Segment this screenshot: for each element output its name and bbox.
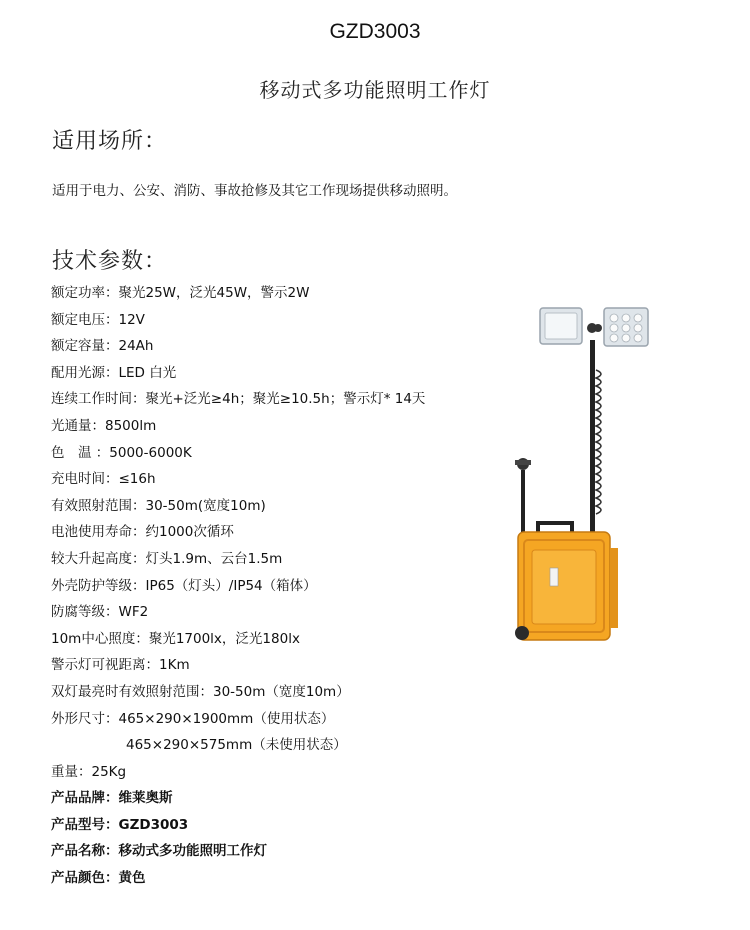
spec-row: 配用光源：LED 白光 — [51, 364, 177, 381]
coiled-cable — [596, 370, 601, 514]
product-photo — [500, 300, 660, 645]
spec-row: 连续工作时间：聚光+泛光≥4h；聚光≥10.5h；警示灯* 14天 — [51, 391, 426, 408]
main-pole — [590, 340, 595, 540]
spec-row: 较大升起高度：灯头1.9m、云台1.5m — [51, 550, 283, 567]
spec-row: 重量：25Kg — [51, 763, 127, 780]
product-title: 移动式多功能照明工作灯 — [259, 78, 491, 102]
spec-row: 有效照射范围：30-50m(宽度10m) — [51, 497, 266, 514]
usage-heading: 适用场所： — [52, 129, 168, 154]
spec-row: 产品颜色：黄色 — [51, 870, 146, 887]
spec-row: 产品型号：GZD3003 — [51, 816, 189, 833]
spec-row: 10m中心照度：聚光1700lx，泛光180lx — [51, 630, 300, 647]
wheel — [515, 626, 529, 640]
specs-heading: 技术参数： — [52, 249, 168, 274]
spec-row: 充电时间：≤16h — [51, 471, 156, 488]
spec-row: 465×290×575mm（未使用状态） — [126, 737, 347, 754]
spec-row: 外壳防护等级：IP65（灯头）/IP54（箱体） — [51, 577, 317, 594]
spec-row: 双灯最亮时有效照射范围：30-50m（宽度10m） — [51, 683, 350, 700]
usage-text: 适用于电力、公安、消防、事故抢修及其它工作现场提供移动照明。 — [52, 183, 457, 199]
spec-row: 产品名称：移动式多功能照明工作灯 — [51, 843, 267, 860]
spec-row: 额定容量：24Ah — [51, 338, 154, 355]
spec-row: 光通量：8500lm — [51, 417, 157, 434]
spec-list — [51, 280, 425, 892]
spec-row: 额定电压：12V — [51, 311, 145, 328]
spec-row: 色 温 ：5000-6000K — [51, 444, 192, 461]
spec-row: 额定功率：聚光25W，泛光45W，警示2W — [51, 285, 310, 301]
spec-row: 警示灯可视距离：1Km — [51, 657, 190, 674]
model-title: GZD3003 — [329, 20, 421, 43]
spec-row: 产品品牌：维莱奥斯 — [51, 790, 173, 807]
spec-row: 防腐等级：WF2 — [51, 604, 149, 621]
spec-row: 外形尺寸：465×290×1900mm（使用状态） — [51, 710, 335, 727]
spec-row: 电池使用寿命：约1000次循环 — [51, 524, 234, 541]
